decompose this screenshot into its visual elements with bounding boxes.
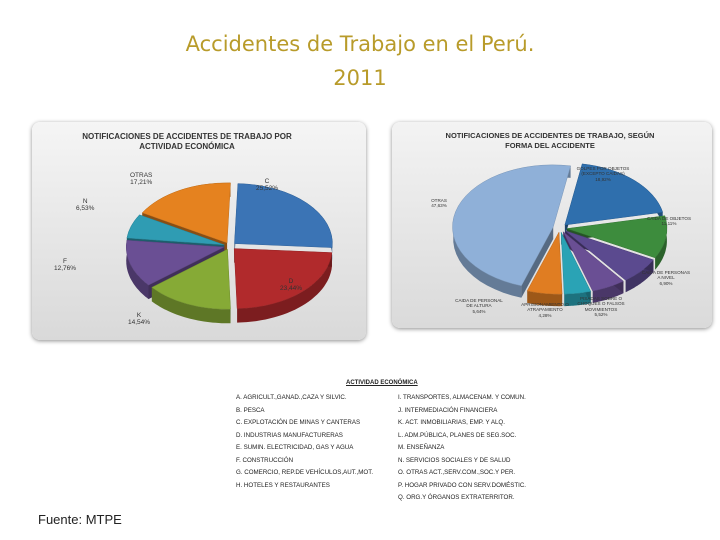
legend-item: K. ACT. INMOBILIARIAS, EMP. Y ALQ. xyxy=(398,419,505,426)
slice-label-n: N 6,53% xyxy=(76,198,95,213)
pie-left xyxy=(32,122,366,340)
legend-item: O. OTRAS ACT.,SERV.COM.,SOC.Y PER. xyxy=(398,469,516,476)
legend-title: ACTIVIDAD ECONÓMICA xyxy=(346,380,418,386)
chart-by-accident-type xyxy=(392,122,712,328)
legend-item: L. ADM.PÚBLICA, PLANES DE SEG.SOC. xyxy=(398,431,517,439)
legend-item: E. SUMIN. ELECTRICIDAD, GAS Y AGUA xyxy=(236,444,354,451)
slice-label-d: D 23,44% xyxy=(280,278,303,293)
legend-item: J. INTERMEDIACIÓN FINANCIERA xyxy=(398,406,498,414)
chart-right-title: NOTIFICACIONES DE ACCIDENTES DE TRABAJO, SEGÚN FORMA DEL ACCIDENTE xyxy=(445,131,655,150)
legend-item: H. HOTELES Y RESTAURANTES xyxy=(236,481,330,489)
activity-legend xyxy=(232,376,527,501)
legend-item: C. EXPLOTACIÓN DE MINAS Y CANTERAS xyxy=(236,419,361,426)
legend-item: B. PESCA xyxy=(236,406,265,414)
pie-slice-0 xyxy=(234,184,332,248)
slice-label-otras: OTRAS 17,21% xyxy=(130,172,153,187)
legend-item: D. INDUSTRIAS MANUFACTURERAS xyxy=(236,431,343,439)
slice-label-aprisionamiento: APRISIONAMIENTO O ATRAPAMIENTO 4,28% xyxy=(521,302,569,318)
legend-item: N. SERVICIOS SOCIALES Y DE SALUD xyxy=(398,456,511,464)
legend-item: A. AGRICULT.,GANAD.,CAZA Y SILVIC. xyxy=(236,394,347,401)
legend-item: Q. ORG.Y ÓRGANOS EXTRATERRITOR. xyxy=(398,494,515,501)
legend-item: G. COMERCIO, REP.DE VEHÍCULOS,AUT.,MOT. xyxy=(236,469,374,476)
legend-item: M. ENSEÑANZA xyxy=(398,444,445,451)
slice-label-caida-altura: CAIDA DE PERSONAL DE ALTURA 5,64% xyxy=(455,298,503,314)
legend-item: I. TRANSPORTES, ALMACENAM. Y COMUN. xyxy=(398,394,526,401)
slice-label-f: F 12,76% xyxy=(54,258,77,273)
slice-label-caida-nivel: CAIDA DE PERSONAS A NIVEL 6,90% xyxy=(641,270,691,286)
slice-label-k: K 14,54% xyxy=(128,312,151,327)
legend-item: P. HOGAR PRIVADO CON SERV.DOMÉSTIC. xyxy=(398,481,527,489)
slide-title: Accidentes de Trabajo en el Perú. xyxy=(185,32,535,56)
chart-left-title: NOTIFICACIONES DE ACCIDENTES DE TRABAJO POR ACTIVIDAD ECONÓMICA xyxy=(82,132,292,151)
slice-label-pisadas: PISADAS SOBRE O CHOQUES O FALSOS MOVIMIENTOS 5,52% xyxy=(577,296,625,317)
source-note: Fuente: MTPE xyxy=(38,512,122,527)
slide-year: 2011 xyxy=(333,66,387,90)
slice-label-golpes: GOLPES POR OBJETOS (EXCEPTO CAIDAS) 18,92% xyxy=(576,166,630,182)
chart-by-economic-activity xyxy=(32,122,366,340)
legend-item: F. CONSTRUCCIÓN xyxy=(236,456,294,464)
slice-label-caida-objetos: CAIDA DE OBJETOS 11,11% xyxy=(646,216,692,227)
slice-label-c: C 25,52% xyxy=(256,178,279,193)
slice-label-otras-right: OTRAS 47,63% xyxy=(431,198,447,209)
